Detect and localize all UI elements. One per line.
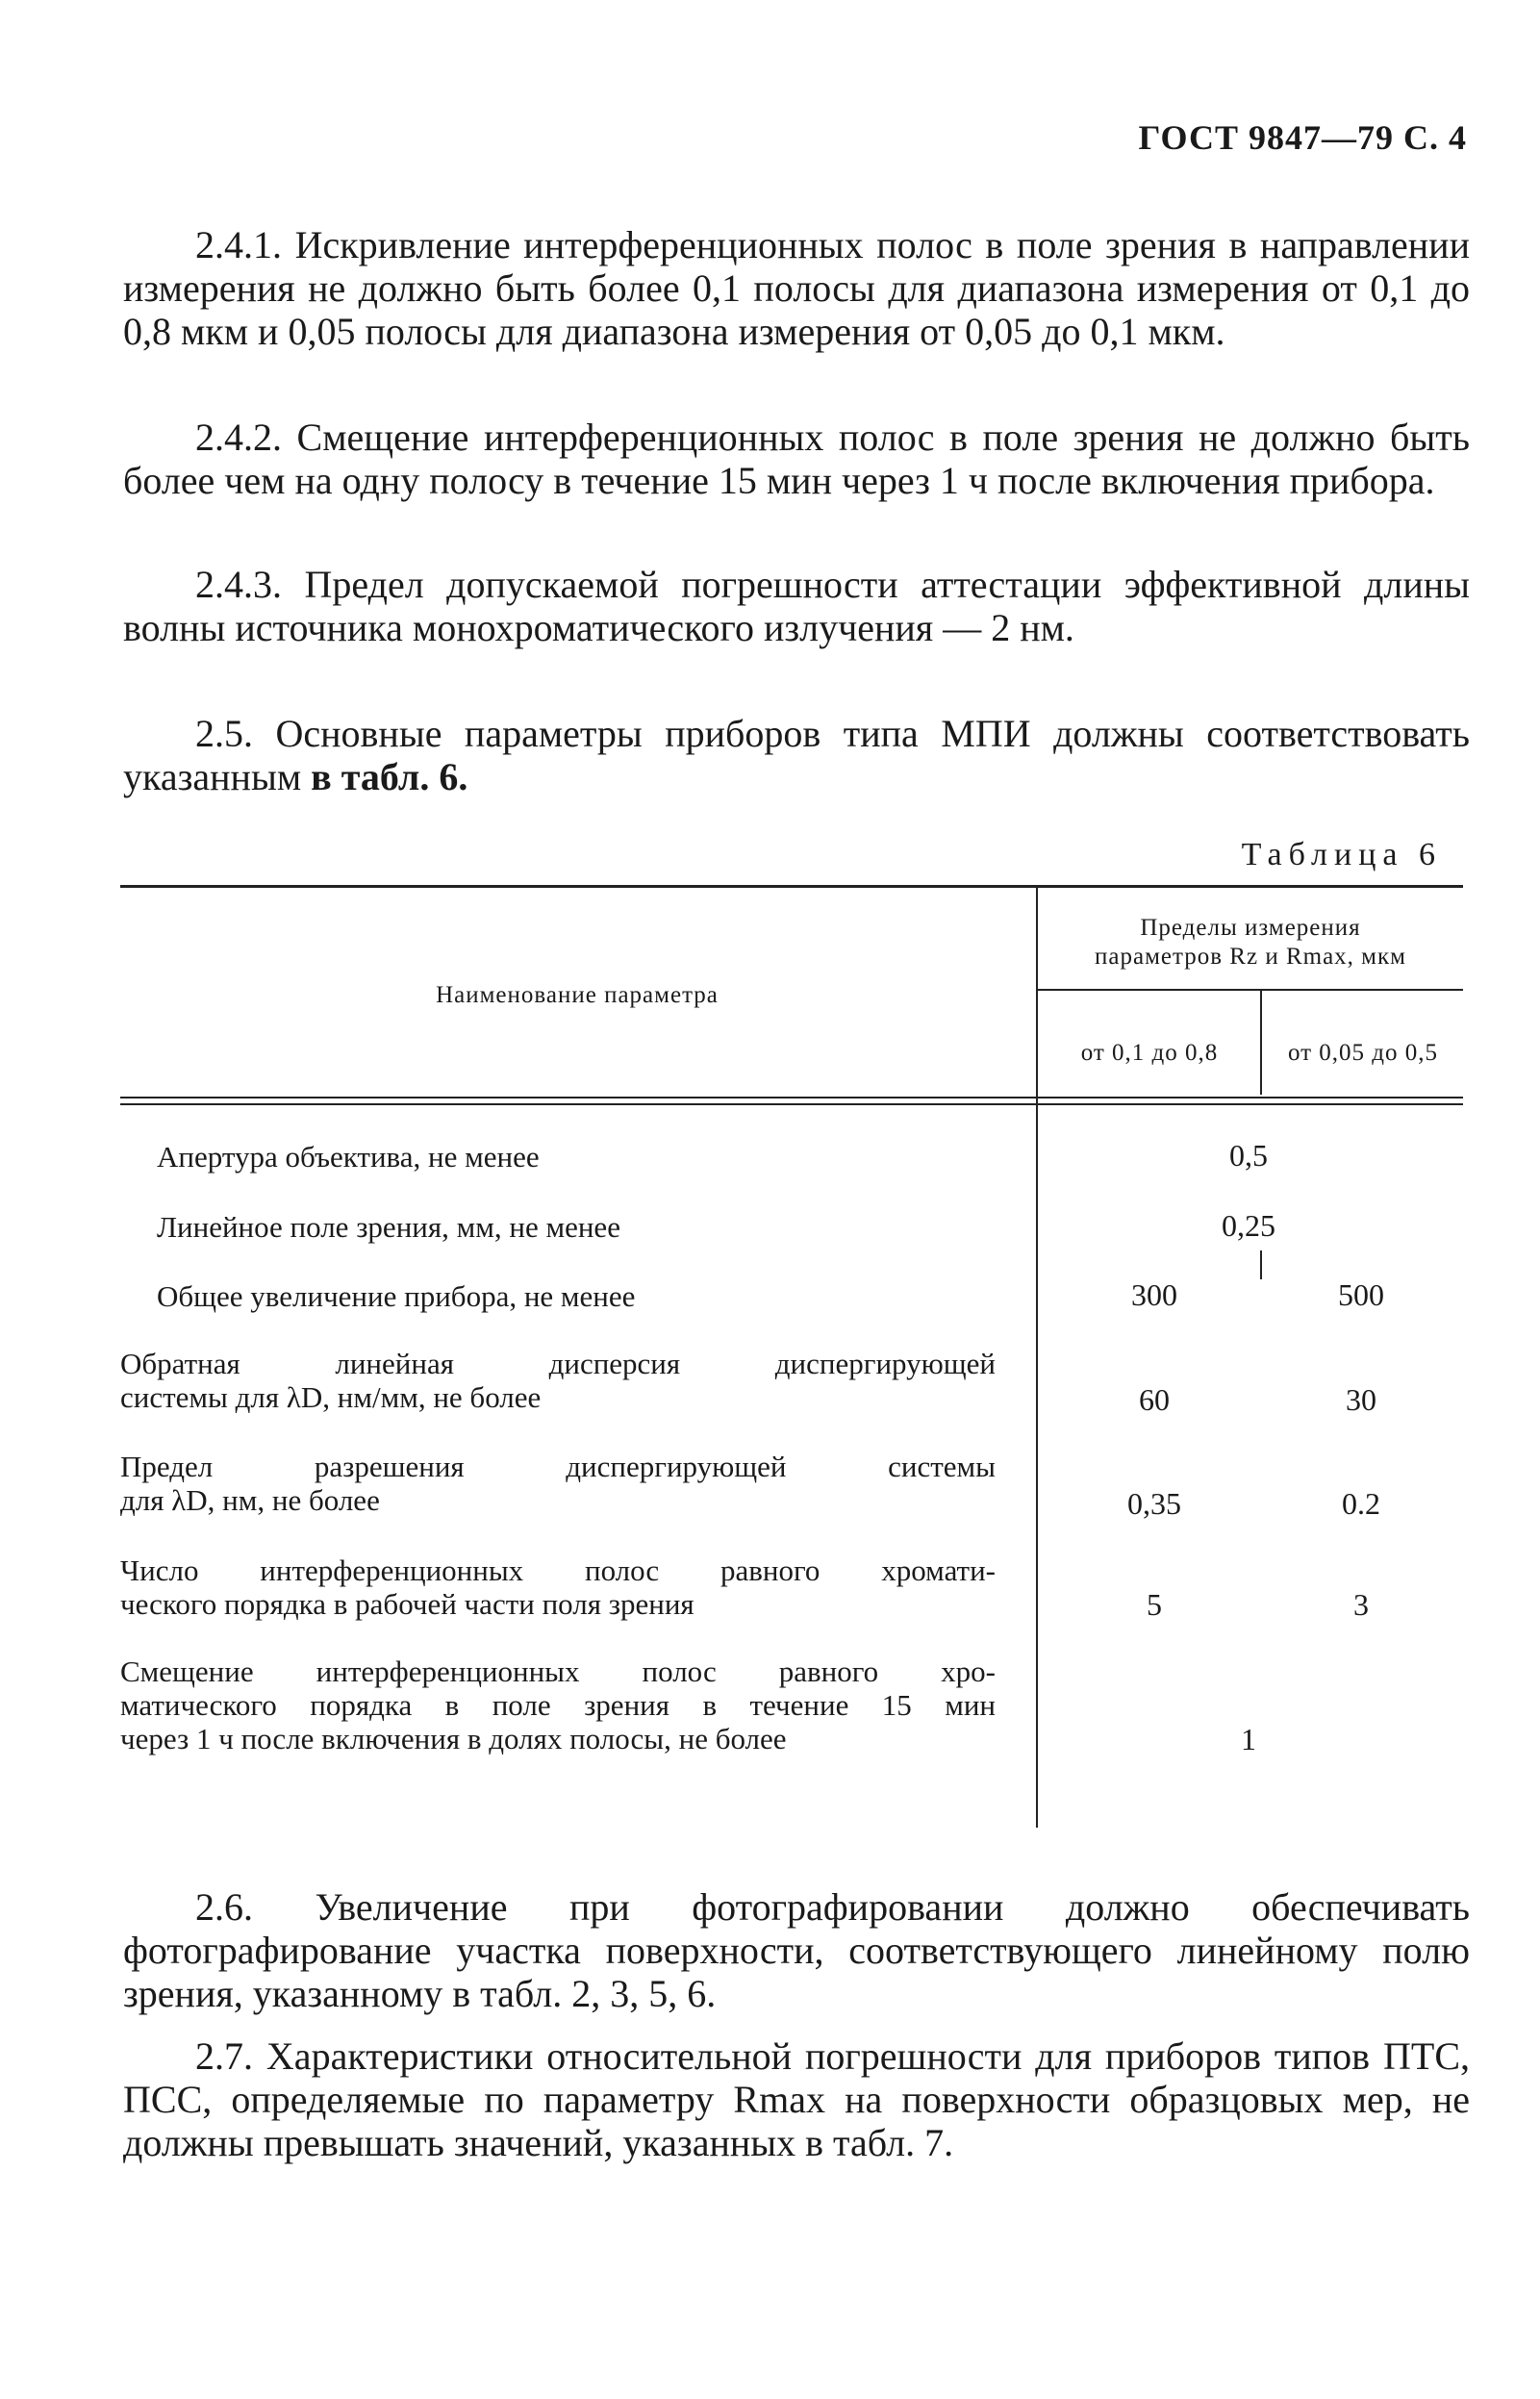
table-row-value: 300 — [1131, 1277, 1177, 1312]
paragraph-2-5 — [123, 712, 1470, 798]
table-row-name-line: Число интерференционных полос равного хромати- — [120, 1553, 996, 1587]
table-row-name-line: матического порядка в поле зрения в течение 15 мин — [120, 1688, 996, 1722]
paragraph-2-6: 2.6. Увеличение при фотографировании должно обеспечивать фотографирование участка поверхности, соответствующего линейному полю зрения, указанному в табл. 2, 3, 5, 6. — [123, 1885, 1470, 2015]
table-top-rule — [120, 885, 1463, 888]
table-col-limits-line1: Пределы измерения — [1140, 915, 1361, 941]
table-caption: Таблица 6 — [1241, 837, 1442, 872]
table-row-value: 500 — [1338, 1277, 1384, 1312]
table-row-name: Общее увеличение прибора, не менее — [157, 1279, 636, 1313]
page-header: ГОСТ 9847—79 С. 4 — [1138, 118, 1467, 157]
table-column-divider — [1036, 885, 1038, 1828]
paragraph-2-5-text: 2.5. Основные параметры приборов типа МПИ должны соответствовать указанным — [123, 712, 1470, 798]
table-row-name: Апертура объектива, не менее — [157, 1140, 540, 1174]
table-row-value: 0,35 — [1127, 1486, 1181, 1521]
table-sub-divider-tick — [1260, 1250, 1262, 1279]
table-col-limits-line2: параметров Rz и Rmax, мкм — [1095, 944, 1406, 970]
table-row-name — [120, 1654, 996, 1755]
table-row-value: 30 — [1346, 1382, 1376, 1417]
table-row-name-line: системы для λD, нм/мм, не более — [120, 1380, 542, 1414]
table-row-name — [120, 1553, 996, 1621]
table-row-name-line: ческого порядка в рабочей части поля зрения — [120, 1587, 694, 1621]
table-row-value: 3 — [1353, 1587, 1369, 1622]
table-row-value: 0,5 — [1229, 1138, 1268, 1173]
table-sub-col-1: от 0,1 до 0,8 — [1080, 1040, 1219, 1066]
table-row-name — [120, 1347, 996, 1414]
table-row-name-line: для λD, нм, не более — [120, 1483, 380, 1517]
table-row-value: 60 — [1139, 1382, 1170, 1417]
table-row-name-line: Предел разрешения диспергирующей системы — [120, 1450, 996, 1483]
table-row-value: 0,25 — [1222, 1208, 1275, 1243]
table-header-sub-rule — [1036, 989, 1463, 991]
table-row-value: 1 — [1241, 1722, 1256, 1756]
table-row-value: 0.2 — [1342, 1486, 1380, 1521]
table-sub-divider-header — [1260, 989, 1262, 1095]
paragraph-2-7: 2.7. Характеристики относительной погрешности для приборов типов ПТС, ПСС, определяемые по параметру Rmax на поверхности образцовых мер, не должны превышать значений, указанных в табл. 7. — [123, 2034, 1470, 2164]
table-col-param: Наименование параметра — [436, 982, 719, 1008]
table-row-name-line: Обратная линейная дисперсия диспергирующей — [120, 1347, 996, 1380]
table-row-value: 5 — [1147, 1587, 1162, 1622]
table-sub-col-2: от 0,05 до 0,5 — [1287, 1040, 1439, 1066]
table-row-name: Линейное поле зрения, мм, не менее — [157, 1210, 620, 1244]
table-header-rule-1 — [120, 1097, 1463, 1098]
paragraph-2-4-2: 2.4.2. Смещение интерференционных полос в поле зрения не должно быть более чем на одну полосу в течение 15 мин через 1 ч после включения прибора. — [123, 416, 1470, 502]
table-header-rule-2 — [120, 1103, 1463, 1105]
table-row-name-line: Смещение интерференционных полос равного хро- — [120, 1654, 996, 1688]
table-row-name — [120, 1450, 996, 1517]
table-row-name-line: через 1 ч после включения в долях полосы, не более — [120, 1722, 787, 1755]
paragraph-2-4-3: 2.4.3. Предел допускаемой погрешности аттестации эффективной длины волны источника монохроматического излучения — 2 нм. — [123, 563, 1470, 649]
paragraph-2-4-1: 2.4.1. Искривление интерференционных полос в поле зрения в направлении измерения не должно быть более 0,1 полосы для диапазона измерения от 0,1 до 0,8 мкм и 0,05 полосы для диапазона измерения от 0,05 до 0,1 мкм. — [123, 223, 1470, 353]
paragraph-2-5-ref: в табл. 6. — [311, 755, 468, 798]
